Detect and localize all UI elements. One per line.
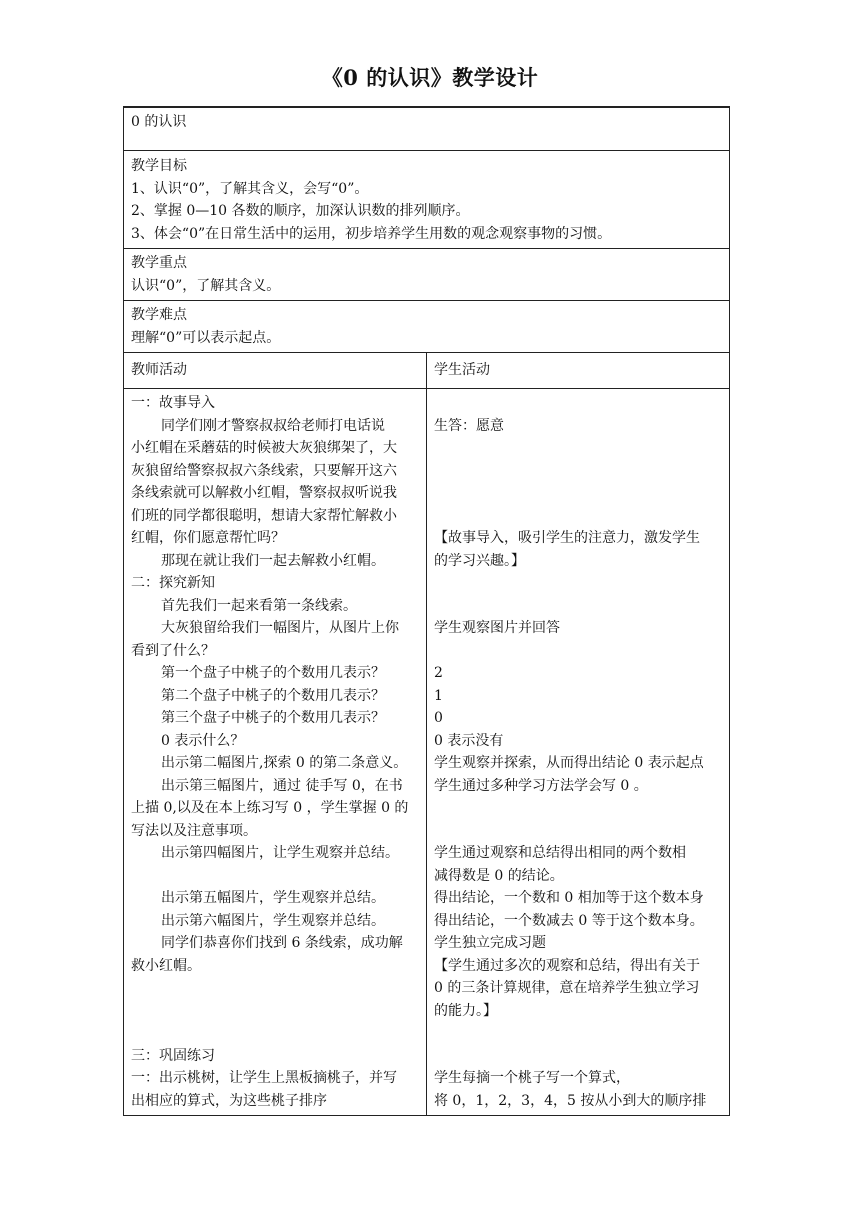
section-heading: 一：故事导入	[131, 395, 215, 411]
section-heading: 三：巩固练习	[131, 1047, 215, 1064]
activity-body-row	[124, 389, 730, 1116]
teacher-line: 出示第六幅图片，学生观察并总结。	[161, 912, 385, 929]
spacer	[434, 392, 722, 415]
spacer	[434, 797, 722, 820]
student-line: 减得数是 0 的结论。	[433, 867, 564, 884]
key-point-heading: 教学重点	[131, 255, 187, 271]
teacher-line: 们班的同学都很聪明，想请大家帮忙解救小	[131, 507, 397, 524]
teacher-line: 首先我们一起来看第一条线索。	[161, 597, 357, 614]
student-note: 0 的三条计算规律，意在培养学生独立学习	[433, 980, 700, 996]
teacher-line: 出示第五幅图片，学生观察并总结。	[161, 890, 385, 906]
document-title: 《0 的认识》教学设计	[321, 65, 539, 90]
key-point-text: 认识“0”，了解其含义。	[131, 277, 281, 294]
student-line: 得出结论，一个数减去 0 等于这个数本身。	[433, 912, 704, 929]
goal-item: 3、体会“0”在日常生活中的运用，初步培养学生用数的观念观察事物的习惯。	[131, 225, 612, 242]
teacher-line: 一：出示桃树，让学生上黑板摘桃子，并写	[131, 1070, 397, 1086]
topic-text: 0 的认识	[131, 114, 187, 130]
goals-row	[124, 151, 730, 249]
teacher-line: 灰狼留给警察叔叔六条线索，只要解开这六	[131, 462, 397, 479]
difficulty-heading: 教学难点	[131, 307, 187, 323]
student-note: 【学生通过多次的观察和总结，得出有关于	[433, 957, 700, 974]
teacher-line: 出示第四幅图片，让学生观察并总结。	[161, 845, 399, 861]
student-line: 得出结论，一个数和 0 相加等于这个数本身	[433, 890, 704, 906]
spacer	[434, 505, 722, 528]
goals-cell	[124, 151, 730, 249]
student-note: 的学习兴趣。】	[433, 552, 525, 569]
teacher-activity-header: 教师活动	[124, 353, 427, 389]
student-line: 学生观察图片并回答	[433, 620, 560, 636]
teacher-activity-cell	[124, 389, 427, 1116]
key-point-cell	[124, 249, 730, 301]
teacher-line: 出示第三幅图片，通过 徒手写 0，在书	[161, 777, 403, 794]
spacer	[131, 1000, 419, 1023]
spacer	[434, 437, 722, 460]
spacer	[434, 460, 722, 483]
spacer	[434, 572, 722, 595]
difficulty-cell	[124, 301, 730, 353]
teacher-line: 看到了什么？	[131, 642, 215, 659]
teacher-line: 同学们恭喜你们找到 6 条线索，成功解	[161, 935, 403, 951]
teacher-line: 第二个盘子中桃子的个数用几表示？	[161, 687, 385, 704]
student-line: 学生每摘一个桃子写一个算式，	[433, 1070, 630, 1086]
student-activity-header: 学生活动	[426, 353, 729, 389]
teacher-line: 同学们刚才警察叔叔给老师打电话说	[161, 417, 385, 434]
student-line: 学生独立完成习题	[433, 935, 546, 951]
goal-item: 1、认识“0”，了解其含义，会写“0”。	[131, 180, 369, 197]
topic-cell	[124, 107, 730, 151]
student-line: 生答：愿意	[433, 417, 504, 434]
goal-item: 2、掌握 0—10 各数的顺序，加深认识数的排列顺序。	[131, 203, 470, 219]
spacer	[131, 977, 419, 1000]
activity-header-row	[124, 353, 730, 389]
teacher-line: 条线索就可以解救小红帽，警察叔叔听说我	[131, 485, 397, 501]
student-answer: 1	[433, 687, 443, 704]
teacher-line: 那现在就让我们一起去解救小红帽。	[161, 552, 385, 569]
difficulty-row	[124, 301, 730, 353]
difficulty-text: 理解“0”可以表示起点。	[131, 329, 281, 346]
spacer	[434, 1022, 722, 1045]
teacher-line: 上描 0,以及在本上练习写 0 ，学生掌握 0 的	[131, 800, 409, 816]
teacher-line: 写法以及注意事项。	[131, 822, 257, 839]
student-note: 的能力。】	[433, 1002, 497, 1019]
student-line: 学生通过观察和总结得出相同的两个数相	[433, 845, 686, 861]
spacer	[434, 820, 722, 843]
teacher-line: 救小红帽。	[131, 957, 201, 974]
teacher-line: 出示第二幅图片,探索 0 的第二条意义。	[161, 755, 408, 771]
spacer	[131, 865, 419, 888]
student-answer: 2	[433, 665, 443, 681]
spacer	[434, 595, 722, 618]
spacer	[434, 1045, 722, 1068]
teacher-line: 0 表示什么？	[161, 732, 245, 749]
teacher-line: 第一个盘子中桃子的个数用几表示？	[161, 665, 385, 681]
spacer	[434, 640, 722, 663]
student-line: 学生观察并探索，从而得出结论 0 表示起点	[433, 755, 704, 771]
teacher-line: 小红帽在采蘑菇的时候被大灰狼绑架了，大	[131, 440, 397, 456]
student-line: 学生通过多种学习方法学会写 0 。	[433, 777, 648, 794]
lesson-plan-table	[123, 106, 730, 1116]
key-point-row	[124, 249, 730, 301]
teacher-line: 第三个盘子中桃子的个数用几表示？	[161, 710, 385, 726]
topic-row	[124, 107, 730, 151]
teacher-line: 出相应的算式，为这些桃子排序	[131, 1092, 327, 1109]
student-activity-cell	[426, 389, 729, 1116]
student-line: 将 0，1，2，3，4，5 按从小到大的顺序排	[433, 1092, 707, 1109]
goals-heading: 教学目标	[131, 158, 187, 174]
student-note: 【故事导入，吸引学生的注意力，激发学生	[433, 530, 700, 546]
student-line: 0 表示没有	[433, 732, 504, 749]
student-answer: 0	[433, 710, 443, 726]
teacher-line: 大灰狼留给我们一幅图片，从图片上你	[161, 620, 399, 636]
section-heading: 二：探究新知	[131, 575, 215, 591]
spacer	[131, 1022, 419, 1045]
teacher-line: 红帽，你们愿意帮忙吗？	[131, 530, 285, 546]
spacer	[434, 482, 722, 505]
